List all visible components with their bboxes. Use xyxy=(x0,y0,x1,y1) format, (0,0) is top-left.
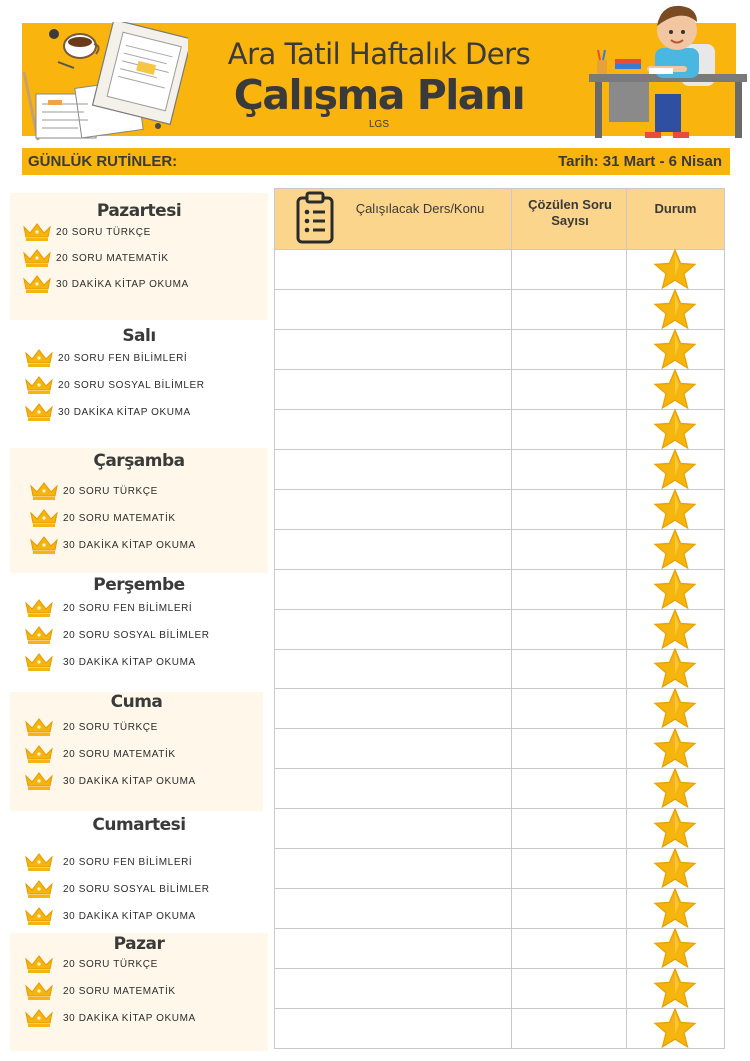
star-icon[interactable] xyxy=(653,608,697,650)
title-line-2: Çalışma Planı xyxy=(233,71,525,119)
table-cell-topic[interactable] xyxy=(275,450,511,489)
study-books-illustration xyxy=(18,22,188,142)
task-item: 20 SORU FEN BİLİMLERİ xyxy=(24,597,192,619)
star-icon[interactable] xyxy=(653,807,697,849)
day-title: Cuma xyxy=(110,692,163,712)
crown-icon xyxy=(29,508,59,528)
star-icon[interactable] xyxy=(653,288,697,330)
crown-icon xyxy=(24,744,54,764)
day-title: Salı xyxy=(122,326,156,346)
table-cell-topic[interactable] xyxy=(275,330,511,369)
table-cell-topic[interactable] xyxy=(275,969,511,1008)
subtitle: LGS xyxy=(368,119,389,130)
table-cell-topic[interactable] xyxy=(275,570,511,609)
task-item: 20 SORU MATEMATİK xyxy=(24,980,176,1002)
task-item: 30 DAKİKA KİTAP OKUMA xyxy=(24,1007,196,1029)
column-divider xyxy=(626,189,627,1048)
clipboard-icon xyxy=(295,190,335,246)
column-header-solved-count: Çözülen Soru Sayısı xyxy=(528,197,612,228)
day-block-pazar xyxy=(10,933,268,1051)
task-item: 30 DAKİKA KİTAP OKUMA xyxy=(22,273,189,295)
table-cell-topic[interactable] xyxy=(275,689,511,728)
star-icon[interactable] xyxy=(653,368,697,410)
star-icon[interactable] xyxy=(653,887,697,929)
column-header-topic: Çalışılacak Ders/Konu xyxy=(355,201,485,216)
table-cell-topic[interactable] xyxy=(275,490,511,529)
task-item: 20 SORU TÜRKÇE xyxy=(24,953,158,975)
day-block-sali xyxy=(10,320,268,448)
crown-icon xyxy=(24,771,54,791)
crown-icon xyxy=(22,248,52,268)
crown-icon xyxy=(24,1008,54,1028)
table-cell-topic[interactable] xyxy=(275,729,511,768)
table-cell-solved-count[interactable] xyxy=(512,729,626,768)
table-cell-topic[interactable] xyxy=(275,530,511,569)
task-item: 20 SORU MATEMATİK xyxy=(24,743,176,765)
task-item: 20 SORU FEN BİLİMLERİ xyxy=(24,851,192,873)
star-icon[interactable] xyxy=(653,528,697,570)
task-item: 20 SORU SOSYAL BİLİMLER xyxy=(24,624,210,646)
crown-icon xyxy=(22,274,52,294)
table-cell-solved-count[interactable] xyxy=(512,650,626,689)
title-line-1: Ara Tatil Haftalık Ders xyxy=(227,37,531,71)
task-item: 20 SORU FEN BİLİMLERİ xyxy=(24,347,187,369)
star-icon[interactable] xyxy=(653,248,697,290)
table-cell-topic[interactable] xyxy=(275,410,511,449)
table-cell-topic[interactable] xyxy=(275,250,511,289)
table-cell-solved-count[interactable] xyxy=(512,410,626,449)
table-cell-solved-count[interactable] xyxy=(512,969,626,1008)
task-item: 20 SORU MATEMATİK xyxy=(29,507,176,529)
star-icon[interactable] xyxy=(653,568,697,610)
table-cell-solved-count[interactable] xyxy=(512,610,626,649)
crown-icon xyxy=(24,625,54,645)
task-item: 30 DAKİKA KİTAP OKUMA xyxy=(24,401,191,423)
table-cell-topic[interactable] xyxy=(275,610,511,649)
table-cell-solved-count[interactable] xyxy=(512,530,626,569)
table-cell-solved-count[interactable] xyxy=(512,929,626,968)
table-cell-solved-count[interactable] xyxy=(512,370,626,409)
crown-icon xyxy=(24,879,54,899)
crown-icon xyxy=(24,402,54,422)
star-icon[interactable] xyxy=(653,408,697,450)
crown-icon xyxy=(24,652,54,672)
star-icon[interactable] xyxy=(653,448,697,490)
table-cell-solved-count[interactable] xyxy=(512,689,626,728)
study-plan-table xyxy=(274,188,725,1049)
star-icon[interactable] xyxy=(653,727,697,769)
star-icon[interactable] xyxy=(653,767,697,809)
table-cell-topic[interactable] xyxy=(275,889,511,928)
table-cell-topic[interactable] xyxy=(275,370,511,409)
day-block-pazartesi xyxy=(10,193,268,320)
day-title: Pazartesi xyxy=(96,201,182,221)
star-icon[interactable] xyxy=(653,647,697,689)
day-title: Cumartesi xyxy=(92,815,186,835)
table-cell-topic[interactable] xyxy=(275,769,511,808)
table-cell-solved-count[interactable] xyxy=(512,1009,626,1048)
star-icon[interactable] xyxy=(653,1007,697,1049)
crown-icon xyxy=(24,852,54,872)
crown-icon xyxy=(22,222,52,242)
table-cell-solved-count[interactable] xyxy=(512,250,626,289)
star-icon[interactable] xyxy=(653,488,697,530)
crown-icon xyxy=(24,954,54,974)
crown-icon xyxy=(24,981,54,1001)
star-icon[interactable] xyxy=(653,847,697,889)
day-title: Çarşamba xyxy=(93,451,185,471)
star-icon[interactable] xyxy=(653,328,697,370)
student-at-desk-illustration xyxy=(585,4,747,140)
table-cell-topic[interactable] xyxy=(275,809,511,848)
task-item: 30 DAKİKA KİTAP OKUMA xyxy=(24,905,196,927)
day-block-persembe xyxy=(10,573,268,692)
table-cell-solved-count[interactable] xyxy=(512,570,626,609)
crown-icon xyxy=(29,481,59,501)
task-item: 30 DAKİKA KİTAP OKUMA xyxy=(29,534,196,556)
task-item: 20 SORU TÜRKÇE xyxy=(24,716,158,738)
table-cell-topic[interactable] xyxy=(275,849,511,888)
crown-icon xyxy=(24,348,54,368)
crown-icon xyxy=(24,375,54,395)
star-icon[interactable] xyxy=(653,927,697,969)
task-item: 20 SORU SOSYAL BİLİMLER xyxy=(24,374,205,396)
routines-label: GÜNLÜK RUTİNLER: xyxy=(28,153,178,170)
table-cell-topic[interactable] xyxy=(275,290,511,329)
crown-icon xyxy=(24,717,54,737)
table-cell-solved-count[interactable] xyxy=(512,889,626,928)
table-cell-solved-count[interactable] xyxy=(512,450,626,489)
day-title: Pazar xyxy=(113,934,165,954)
crown-icon xyxy=(24,906,54,926)
date-range: Tarih: 31 Mart - 6 Nisan xyxy=(558,153,722,170)
table-cell-topic[interactable] xyxy=(275,650,511,689)
column-header-status: Durum xyxy=(654,201,697,216)
day-block-carsamba xyxy=(10,448,268,573)
task-item: 20 SORU SOSYAL BİLİMLER xyxy=(24,878,210,900)
table-cell-topic[interactable] xyxy=(275,1009,511,1048)
day-block-cumartesi xyxy=(10,811,268,933)
table-cell-solved-count[interactable] xyxy=(512,809,626,848)
table-cell-solved-count[interactable] xyxy=(512,330,626,369)
crown-icon xyxy=(24,598,54,618)
star-icon[interactable] xyxy=(653,967,697,1009)
table-cell-solved-count[interactable] xyxy=(512,769,626,808)
task-item: 30 DAKİKA KİTAP OKUMA xyxy=(24,651,196,673)
day-block-cuma xyxy=(10,692,263,811)
task-item: 30 DAKİKA KİTAP OKUMA xyxy=(24,770,196,792)
task-item: 20 SORU TÜRKÇE xyxy=(29,480,158,502)
table-cell-solved-count[interactable] xyxy=(512,490,626,529)
table-cell-topic[interactable] xyxy=(275,929,511,968)
table-cell-solved-count[interactable] xyxy=(512,849,626,888)
crown-icon xyxy=(29,535,59,555)
task-item: 20 SORU MATEMATİK xyxy=(22,247,169,269)
table-cell-solved-count[interactable] xyxy=(512,290,626,329)
day-title: Perşembe xyxy=(93,575,185,595)
star-icon[interactable] xyxy=(653,687,697,729)
daily-routines-bar xyxy=(22,148,730,175)
task-item: 20 SORU TÜRKÇE xyxy=(22,221,151,243)
